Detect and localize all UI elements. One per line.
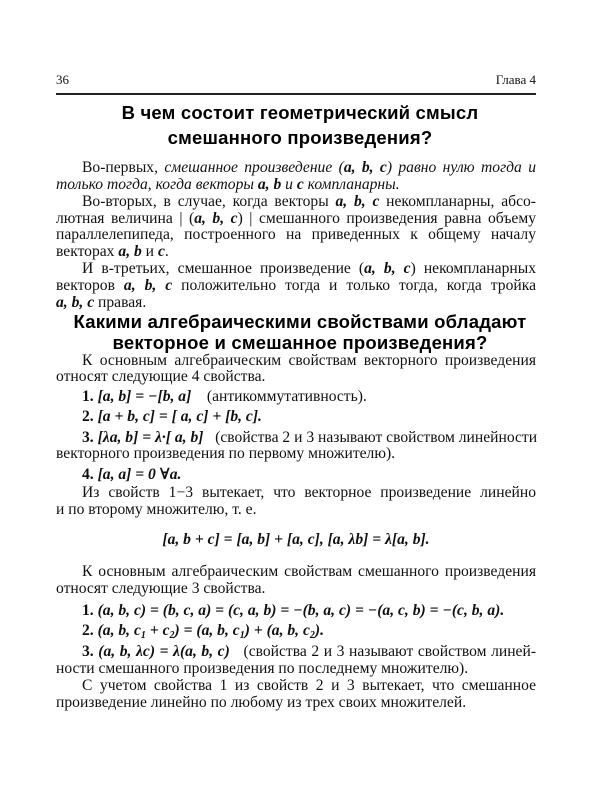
property-number: 1 [82, 602, 90, 620]
paragraph-line: относят следующие 4 свойства. [56, 367, 266, 385]
property-number: 2 [82, 621, 90, 639]
text: положительно тогда и только тогда, когда тройка [172, 276, 536, 294]
display-formula: [a, b + c] = [a, b] + [a, c], [a, λb] = λ[a, b]. [162, 530, 430, 548]
text: векторов [56, 276, 124, 294]
formula [98, 622, 324, 639]
paragraph-line: К основным алгебраическим свойствам векторного произведения [82, 351, 536, 369]
vector-property-3: 3. [λa, b] = λ·[ a, b] (свойства 2 и 3 называют свойством линейности [82, 428, 538, 446]
math: a, b, c [194, 209, 238, 227]
text: только тогда, когда векторы [56, 175, 258, 193]
math: a, b, c [335, 192, 380, 210]
subscript: 1 [140, 629, 146, 641]
formula: [a, a] = 0 ∀a. [97, 465, 182, 483]
header-rule [56, 93, 536, 95]
paragraph-line: относят следующие 3 свойства. [56, 580, 266, 598]
mixed-property-2: 2. (a, b, $c_1 + c_2) = (a$, b, $c_1) + (a$, b, $c_2$). [82, 621, 324, 641]
note: (свойства 2 и 3 называют свойством линейности [215, 428, 538, 446]
note: (антикоммутативность). [206, 388, 367, 406]
section-heading-1-line-1: В чем состоит геометрический смысл [121, 102, 479, 123]
formula-part: ) = (a, b, c [174, 621, 240, 639]
mixed-property-3: 3. (a, b, λc) = λ(a, b, c) (свойства 2 и 3 называют свойством линей- [82, 643, 537, 661]
formula: [λa, b] = λ·[ a, b] [97, 428, 204, 446]
text: смешанное произведение ( [164, 159, 344, 176]
property-number: 4 [82, 465, 90, 483]
math: a, b, c [56, 293, 95, 311]
math: a, b [257, 175, 282, 193]
math: c [157, 243, 165, 261]
text: Во-вторых, в случае, когда векторы [82, 192, 336, 210]
subscript: 2 [309, 629, 315, 641]
subscript: 1 [239, 629, 245, 641]
math: a, b, c [123, 276, 173, 294]
vector-property-1: 1. [a, b] = −[b, a] (антикоммутативность). [82, 388, 367, 406]
formula: [a, b] = −[b, a] [97, 388, 192, 406]
paragraph-line: К основным алгебраическим свойствам смешанного произведения [82, 563, 536, 581]
section-heading-1-line-2: смешанного произведения? [167, 127, 433, 148]
page-number: 36 [56, 72, 69, 87]
formula: (a, b, c) = (b, c, a) = (c, a, b) = −(b, a, c) = −(a, c, b) = −(c, b, a). [97, 602, 505, 620]
math: c [296, 175, 304, 193]
text: . [164, 243, 169, 261]
vector-property-2: 2. [a + b, c] = [ a, c] + [b, c]. [82, 407, 262, 425]
text: компланарны. [303, 175, 400, 193]
text: Во-первых, [82, 159, 165, 176]
section-heading-2-line-2: векторное и смешанное произведения? [112, 331, 488, 353]
note: (свойства 2 и 3 называют свойством линей- [243, 643, 537, 661]
text: и [141, 243, 158, 261]
mixed-property-1: 1. (a, b, c) = (b, c, a) = (c, a, b) = −(b, a, c) = −(a, c, b) = −(c, b, a). [82, 602, 505, 620]
math: a, b [118, 243, 142, 261]
paragraph-line: произведение линейно по любому из трех своих множителей. [56, 694, 467, 711]
text: лютная величина | ( [56, 209, 195, 227]
vector-property-4: 4. [a, a] = 0 ∀a. [82, 465, 182, 483]
text: И в-третьих, смешанное произведение ( [82, 260, 365, 278]
formula-part: + c [145, 621, 170, 639]
text: правая. [94, 293, 147, 311]
chapter-label: Глава 4 [495, 72, 536, 87]
paragraph-line: векторного произведения по первому множителю). [56, 445, 396, 463]
formula-part: ) + (a, b, c [244, 621, 310, 639]
formula-part: ). [314, 621, 324, 639]
text: ) некомпланарных [410, 260, 536, 278]
paragraph-line: и по второму множителю, т. е. [56, 501, 257, 519]
paragraph-line: Из свойств 1−3 вытекает, что векторное произведение линейно [82, 484, 536, 502]
formula: (a, b, λc) = λ(a, b, c) [98, 643, 230, 661]
subscript: 2 [169, 629, 175, 641]
formula-part: (a, b, c [97, 621, 141, 639]
property-number: 3 [82, 643, 90, 661]
math: a, b, c [343, 159, 387, 176]
text: ) равно нулю тогда и [386, 159, 536, 176]
math: a, b, c [364, 260, 411, 278]
paragraph-line: ности смешанного произведения по последнему множителю). [56, 660, 469, 678]
formula: [a + b, c] = [ a, c] + [b, c]. [97, 407, 262, 425]
text: некомпланарны, абсо- [379, 192, 536, 210]
text: и [281, 175, 297, 193]
section-heading-2-line-1: Какими алгебраическими свойствами обладают [73, 311, 527, 333]
property-number: 1 [82, 388, 90, 406]
paragraph-line: параллелепипеда, построенного на приведенных к общему началу [56, 226, 536, 244]
text: векторах [56, 243, 119, 261]
paragraph-line: С учетом свойства 1 из свойств 2 и 3 вытекает, что смешанное [82, 677, 536, 695]
property-number: 2 [82, 407, 90, 425]
text: ) | смешанного произведения равна объему [237, 209, 536, 227]
property-number: 3 [82, 428, 90, 446]
